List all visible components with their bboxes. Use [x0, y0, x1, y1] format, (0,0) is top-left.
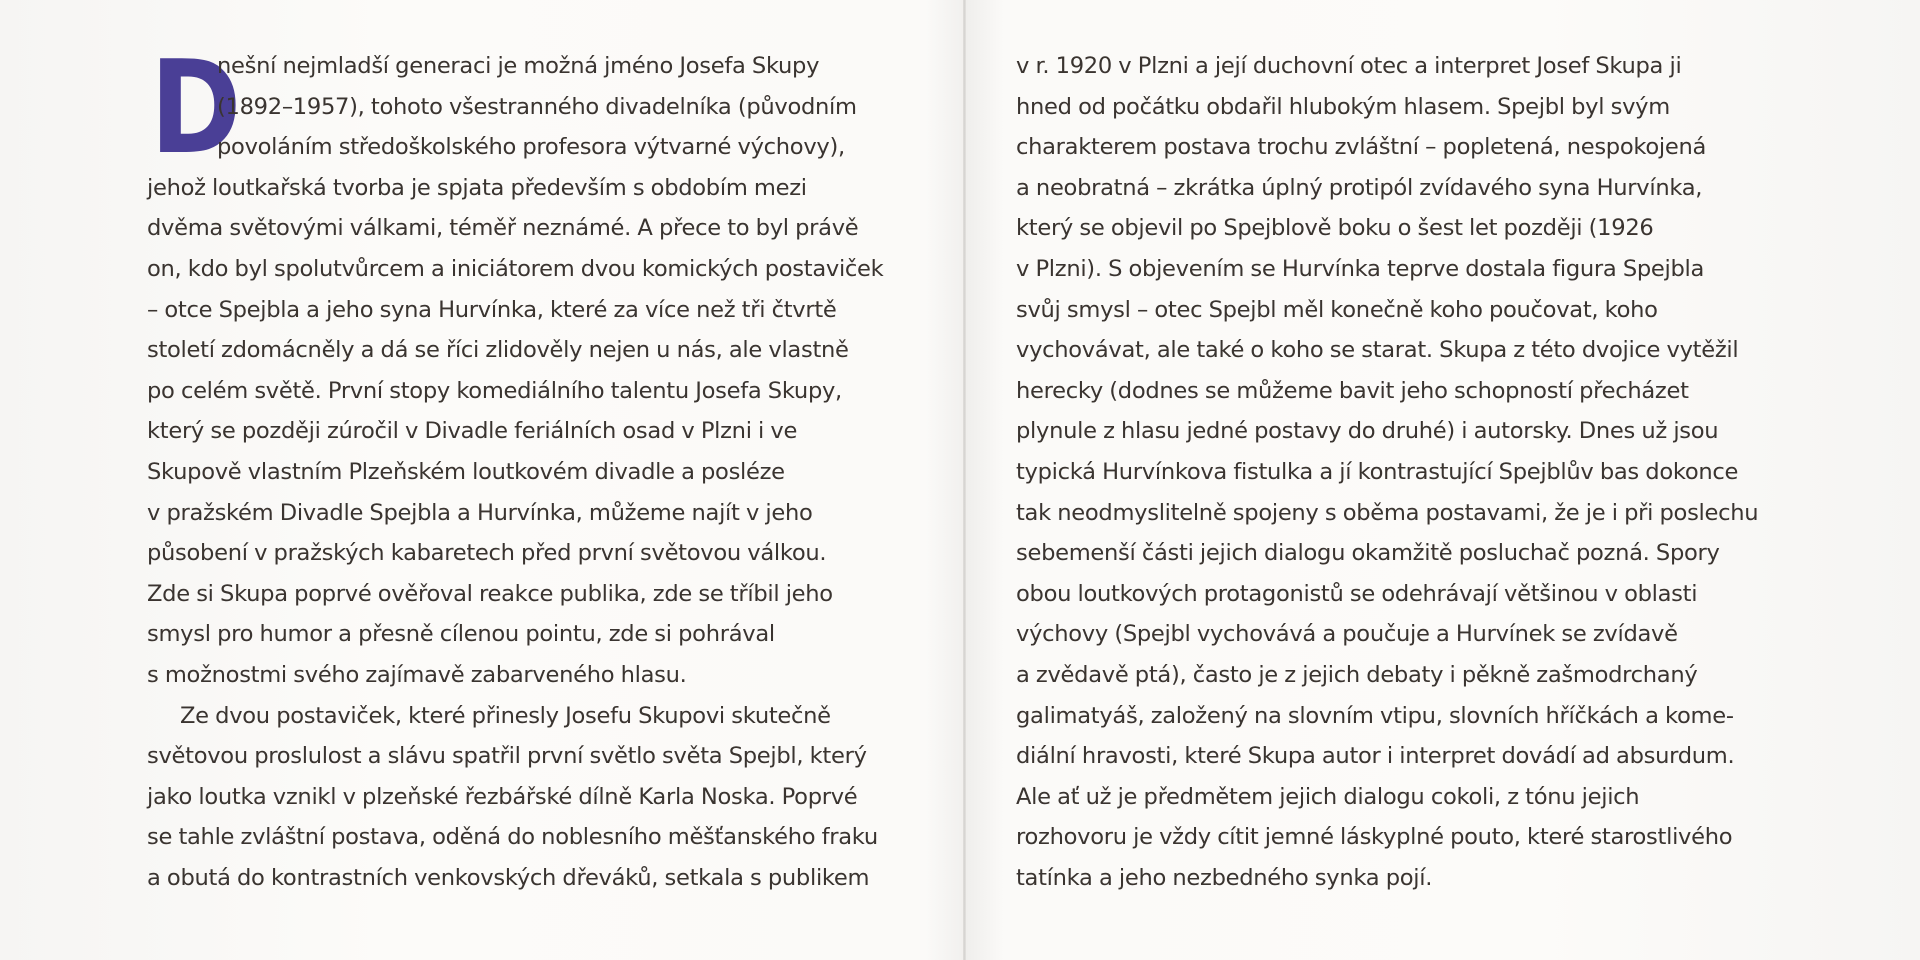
text-line: on, kdo byl spolutvůrcem a iniciátorem dvou komických postaviček	[147, 255, 884, 282]
text-line: diální hravosti, které Skupa autor i interpret dovádí ad absurdum.	[1016, 743, 1735, 770]
text-line: Skupově vlastním Plzeňském loutkovém divadle a posléze	[147, 458, 785, 485]
text-line: typická Hurvínkova fistulka a jí kontrastující Spejblův bas dokonce	[1016, 458, 1739, 485]
text-line: dvěma světovými válkami, téměř neznámé. A přece to byl právě	[147, 215, 859, 242]
text-line: tatínka a jeho nezbedného synka pojí.	[1016, 864, 1433, 891]
text-line: světovou proslulost a slávu spatřil první světlo světa Spejbl, který	[147, 743, 867, 770]
text-line: se tahle zvláštní postava, oděná do noblesního měšťanského fraku	[147, 824, 878, 851]
left-column-text	[147, 34, 927, 898]
text-line: obou loutkových protagonistů se odehrávají většinou v oblasti	[1016, 580, 1698, 607]
text-line: plynule z hlasu jedné postavy do druhé) i autorsky. Dnes už jsou	[1016, 418, 1719, 445]
text-line: sebemenší části jejich dialogu okamžitě posluchač pozná. Spory	[1016, 540, 1720, 567]
text-line: (1892–1957), tohoto všestranného divadelníka (původním	[217, 93, 857, 120]
drop-cap: D	[150, 34, 242, 183]
text-line: galimatyáš, založený na slovním vtipu, slovních hříčkách a kome-	[1016, 702, 1734, 729]
text-line: rozhovoru je vždy cítit jemné láskyplné pouto, které starostlivého	[1016, 824, 1733, 851]
text-line: nešní nejmladší generaci je možná jméno Josefa Skupy	[217, 53, 820, 79]
text-line: Zde si Skupa poprvé ověřoval reakce publika, zde se tříbil jeho	[147, 580, 833, 607]
text-line: který se později zúročil v Divadle feriálních osad v Plzni i ve	[147, 418, 798, 445]
text-line: Ze dvou postaviček, které přinesly Josefu Skupovi skutečně	[180, 702, 831, 729]
text-line: Ale ať už je předmětem jejich dialogu cokoli, z tónu jejich	[1016, 783, 1640, 810]
text-line: povoláním středoškolského profesora výtvarné výchovy),	[217, 134, 845, 161]
text-line: působení v pražských kabaretech před první světovou válkou.	[147, 540, 827, 567]
text-line: hned od počátku obdařil hlubokým hlasem. Spejbl byl svým	[1016, 93, 1670, 120]
right-column-text	[1016, 46, 1796, 898]
text-line: charakterem postava trochu zvláštní – popletená, nespokojená	[1016, 134, 1707, 161]
text-line: jako loutka vznikl v plzeňské řezbářské dílně Karla Noska. Poprvé	[147, 783, 858, 810]
text-line: výchovy (Spejbl vychovává a poučuje a Hurvínek se zvídavě	[1016, 621, 1678, 648]
text-line: a obutá do kontrastních venkovských dřeváků, setkala s publikem	[147, 864, 870, 891]
text-line: století zdomácněly a dá se říci zlidověly nejen u nás, ale vlastně	[147, 337, 849, 364]
text-line: svůj smysl – otec Spejbl měl konečně koho poučovat, koho	[1016, 296, 1658, 323]
page-fold	[963, 0, 966, 960]
text-line: v pražském Divadle Spejbla a Hurvínka, můžeme najít v jeho	[147, 499, 813, 526]
text-line: jehož loutkařská tvorba je spjata především s obdobím mezi	[147, 174, 807, 201]
text-line: vychovávat, ale také o koho se starat. Skupa z této dvojice vytěžil	[1016, 337, 1739, 364]
text-line: herecky (dodnes se můžeme bavit jeho schopností přecházet	[1016, 377, 1689, 404]
text-line: s možnostmi svého zajímavě zabarveného hlasu.	[147, 661, 687, 688]
text-line: – otce Spejbla a jeho syna Hurvínka, které za více než tři čtvrtě	[147, 296, 837, 323]
text-line: v Plzni). S objevením se Hurvínka teprve dostala figura Spejbla	[1016, 255, 1705, 282]
text-line: a zvědavě ptá), často je z jejich debaty i pěkně zašmodrchaný	[1016, 661, 1698, 688]
text-line: v r. 1920 v Plzni a její duchovní otec a interpret Josef Skupa ji	[1016, 53, 1682, 79]
text-line: a neobratná – zkrátka úplný protipól zvídavého syna Hurvínka,	[1016, 174, 1703, 201]
text-line: tak neodmyslitelně spojeny s oběma postavami, že je i při poslechu	[1016, 499, 1759, 526]
text-line: který se objevil po Spejblově boku o šest let později (1926	[1016, 215, 1654, 242]
text-line: po celém světě. První stopy komediálního talentu Josefa Skupy,	[147, 377, 842, 404]
text-line: smysl pro humor a přesně cílenou pointu, zde si pohrával	[147, 621, 775, 648]
